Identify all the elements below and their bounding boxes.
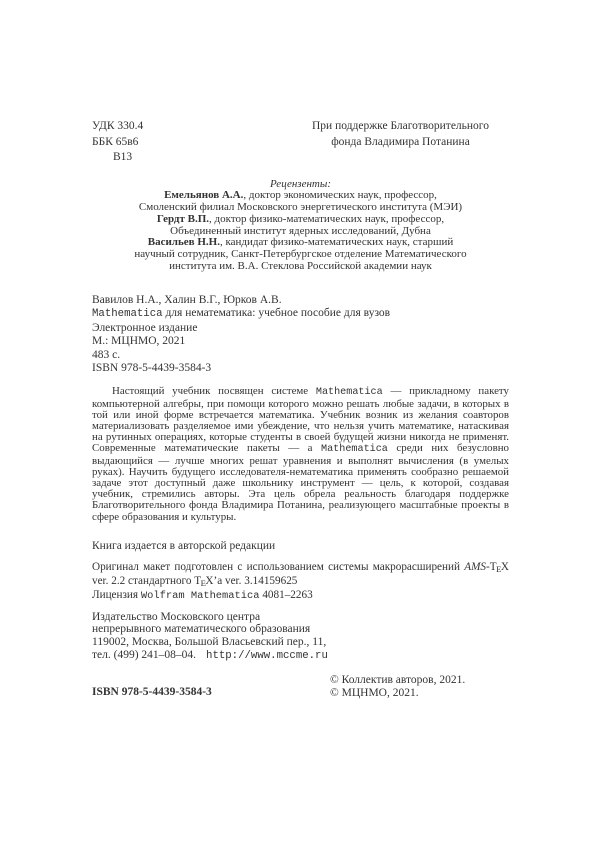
abstract-text: Настоящий учебник посвящен системе: [112, 385, 316, 398]
footer-block: [92, 674, 509, 700]
isbn-footer: ISBN 978-5-4439-3584-3: [92, 685, 212, 698]
publisher-phone: тел. (499) 241–08–04.: [92, 648, 197, 661]
reviewer-title: , доктор физико-математических наук, профессор,: [209, 212, 445, 225]
support-line-2: фонда Владимира Потанина: [331, 135, 470, 148]
typesetting-line: [92, 561, 509, 589]
edition-type: Электронное издание: [92, 321, 198, 334]
publisher-contacts: [92, 649, 509, 663]
reviewers-block: [92, 179, 509, 273]
reviewers-heading: Рецензенты:: [269, 177, 331, 190]
bbk-code: ББК 65в6: [92, 135, 139, 148]
author-sign-code: В13: [113, 151, 133, 163]
reviewer-affiliation: Смоленский филиал Московского энергетического института (МЭИ): [138, 201, 463, 214]
udk-code: УДК 330.4: [92, 120, 144, 132]
ams-logo: AMS: [464, 560, 487, 573]
mathematica-product-name: Mathematica: [315, 387, 383, 399]
reviewer-name: Емельянов А.А.: [164, 189, 244, 202]
tex-logo: TEX: [194, 574, 214, 588]
isbn-line: ISBN 978-5-4439-3584-3: [92, 361, 212, 374]
publisher-address: 119002, Москва, Большой Власьевский пер., 11,: [92, 636, 327, 649]
publisher-name-line-1: Издательство Московского центра: [92, 610, 261, 623]
copyright-publisher: © МЦНМО, 2021.: [330, 686, 419, 699]
book-title: [92, 307, 509, 321]
book-authors: Вавилов Н.А., Халин В.Г., Юрков А.В.: [92, 293, 282, 306]
classification-row: [92, 119, 509, 166]
reviewer-affiliation: института им. В.А. Стеклова Российской академии наук: [169, 260, 432, 273]
reviewer-affiliation: Объединенный институт ядерных исследований, Дубна: [170, 224, 431, 237]
publisher-block: [92, 611, 509, 663]
license-line: [92, 589, 509, 602]
mccme-url[interactable]: http://www.mccme.ru: [206, 649, 328, 662]
imprint-content: [92, 119, 509, 700]
typeset-text: ’а ver. 3.14159625: [213, 574, 298, 587]
copyright-authors: © Коллектив авторов, 2021.: [330, 673, 466, 686]
abstract-text: среди них безусловно выдающийся — лучше многих решат уравнения и выполнят вычисления (в умелых руках). Научить будущего исследователя-нематематика применять сообразно решаемой задаче этот доступный даже школьнику инструмент — цель, к которой, создавая учебник, стремились авторы. Эта цель обрела реальность благодаря поддержке Благотворительного фонда Владимира Потанина, реализующего масштабные проекты в сфере образования и культуры.: [92, 442, 509, 523]
publisher-name-line-2: непрерывного математического образования: [92, 623, 311, 636]
reviewer-line: [92, 261, 509, 273]
mathematica-product-name: Mathematica: [321, 444, 388, 456]
book-title-rest: для нематематика: учебное пособие для вузов: [162, 307, 391, 320]
page-count: 483 с.: [92, 348, 121, 361]
typesetting-block: [92, 561, 509, 602]
license-label: Лицензия: [92, 588, 141, 601]
reviewer-title: , кандидат физико-математических наук, старший: [219, 236, 454, 249]
bibliographic-block: [92, 294, 509, 375]
typeset-text: -: [486, 560, 490, 573]
tex-logo: TEX: [489, 560, 509, 574]
license-number: 4081–2263: [259, 588, 313, 601]
city-publisher-year: М.: МЦНМО, 2021: [92, 335, 186, 348]
reviewer-title: , доктор экономических наук, профессор,: [243, 189, 437, 202]
wolfram-product-name: Wolfram Mathematica: [140, 589, 260, 602]
reviewer-name: Гердт В.П.: [156, 212, 210, 225]
support-note: [312, 119, 489, 166]
classification-block: [92, 119, 143, 166]
typeset-text: Оригинал макет подготовлен с использованием системы макрорасширений: [92, 560, 465, 573]
reviewer-name: Васильев Н.Н.: [147, 236, 220, 249]
support-line-1: При поддержке Благотворительного: [312, 120, 489, 132]
reviewer-affiliation: научный сотрудник, Санкт-Петербургское отделение Математического: [134, 248, 467, 261]
book-title-product: Mathematica: [92, 308, 163, 321]
copyright-block: [330, 674, 509, 700]
abstract-paragraph: [92, 386, 509, 522]
typeset-text: ver. 2.2 стандартного: [92, 574, 195, 587]
abstract-text: — прикладному пакету компьютерной алгебры, при помощи которого можно решать любые задачи, в которых в той или иной форме встречается математика. Учебник возник из желания соавторов материализовать разделяемое ими убеждение, что нельзя учить математике, натаскивая на рутинных операциях, которые студенты в своей будущей жизни никогда не применят. Современные математические пакеты — а: [92, 385, 509, 455]
authors-edition-note: Книга издается в авторской редакции: [92, 539, 276, 552]
